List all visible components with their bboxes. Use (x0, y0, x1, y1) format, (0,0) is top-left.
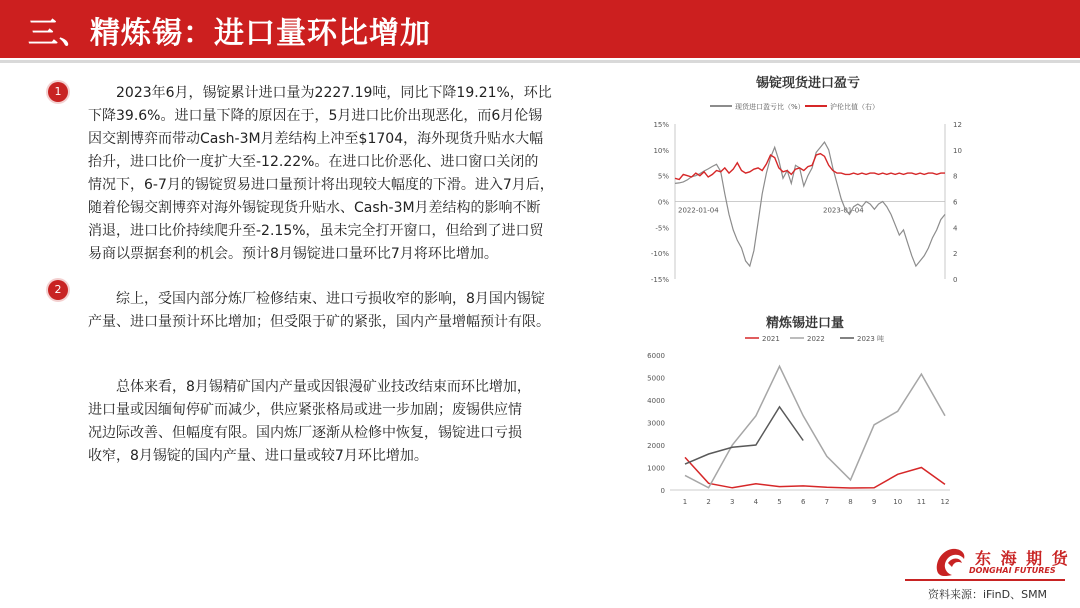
x-tick-label: 1 (682, 498, 688, 506)
y-tick-label: 1000 (647, 464, 665, 473)
chart-1-title: 锡锭现货进口盈亏 (756, 76, 861, 91)
y-tick-label: 6000 (647, 352, 665, 360)
text-line: 下降39.6%。进口量下降的原因在于，5月进口比价出现恶化，而6月伦锡 (88, 108, 543, 124)
y2-tick-label: 10 (953, 146, 962, 155)
x-tick-label: 2023-01-04 (823, 206, 864, 215)
text-line: 随着伦锡交割博弈对海外锡锭现货升贴水、Cash-3M月差结构的影响不断 (88, 200, 541, 216)
y2-tick-label: 2 (953, 250, 958, 259)
x-tick-label: 12 (940, 498, 950, 506)
y-tick-label: -15% (650, 276, 669, 284)
y-tick-label: 5000 (647, 374, 665, 383)
x-tick-label: 11 (916, 498, 926, 506)
point-1-text (88, 82, 554, 266)
text-line: 况边际改善、但幅度有限。国内炼厂逐渐从检修中恢复，锡锭进口亏损 (88, 425, 522, 441)
text-line: 2023年6月，锡锭累计进口量为2227.19吨，同比下降19.21%，环比 (116, 85, 552, 101)
x-tick-label: 7 (824, 498, 830, 506)
header-bar (0, 0, 1080, 58)
y2-tick-label: 12 (953, 121, 962, 129)
text-line: 总体来看，8月锡精矿国内产量或因银漫矿业技改结束而环比增加， (116, 379, 531, 395)
y-tick-label: 10% (653, 146, 669, 155)
y-tick-label: 5% (657, 172, 669, 181)
y-tick-label: -10% (650, 250, 669, 259)
y2-tick-label: 8 (953, 172, 958, 181)
y-tick-label: 15% (653, 121, 669, 129)
series-line (685, 457, 945, 488)
source-note: 资料来源：iFinD、SMM (928, 588, 1048, 601)
legend-label: 2022 (807, 335, 825, 343)
legend-label: 沪伦比值（右） (830, 103, 879, 111)
y2-tick-label: 0 (953, 276, 958, 284)
x-tick-label: 3 (730, 498, 735, 506)
legend-label: 现货进口盈亏比（%） (735, 103, 805, 111)
y-tick-label: 0% (657, 198, 669, 207)
refined-tin-import-chart (640, 330, 960, 505)
y2-tick-label: 4 (953, 224, 958, 233)
series-line (685, 407, 803, 464)
x-tick-label: 6 (800, 498, 806, 506)
text-line: 收窄，8月锡锭的国内产量、进口量或较7月环比增加。 (88, 448, 428, 464)
text-line: 产量、进口量预计环比增加；但受限于矿的紧张，国内产量增幅预计有限。 (88, 314, 550, 330)
import-profit-chart (640, 94, 970, 294)
x-tick-label: 9 (871, 498, 877, 506)
text-line: 情况下，6-7月的锡锭贸易进口量预计将出现较大幅度的下滑。进入7月后， (88, 177, 554, 193)
y-tick-label: 2000 (647, 442, 665, 450)
text-line: 易商以票据套利的机会。预计8月锡锭进口量环比7月将环比增加。 (88, 246, 498, 262)
y2-tick-label: 6 (953, 198, 958, 207)
page-title: 三、精炼锡：进口量环比增加 (28, 16, 431, 51)
header-divider (0, 60, 1080, 63)
summary-text (88, 376, 531, 468)
x-tick-label: 10 (893, 498, 903, 506)
footer-divider (905, 579, 1065, 581)
point-badge-1: 1 (48, 82, 68, 102)
y-tick-label: -5% (655, 224, 669, 233)
donghai-logo-icon (930, 543, 970, 579)
series-line (685, 366, 945, 488)
text-line: 因交割博弈而带动Cash-3M月差结构上冲至$1704，海外现货升贴水大幅 (88, 131, 544, 147)
chart-2-title: 精炼锡进口量 (766, 316, 845, 331)
x-tick-label: 2022-01-04 (678, 206, 719, 215)
y-tick-label: 0 (660, 487, 665, 495)
y-tick-label: 3000 (647, 419, 665, 428)
logo-english: DONGHAI FUTURES (969, 566, 1056, 575)
x-tick-label: 2 (706, 498, 711, 506)
y-tick-label: 4000 (647, 397, 665, 405)
legend-label: 2023 吨 (857, 335, 885, 343)
series-line (675, 154, 945, 180)
series-line (675, 142, 945, 266)
text-line: 消退，进口比价持续爬升至-2.15%，虽未完全打开窗口，但给到了进口贸 (88, 223, 544, 239)
point-badge-2: 2 (48, 280, 68, 300)
text-line: 进口量或因缅甸停矿而减少，供应紧张格局或进一步加剧；废锡供应情 (88, 402, 522, 418)
legend-label: 2021 (762, 335, 780, 343)
point-2-text (88, 288, 550, 334)
x-tick-label: 5 (777, 498, 782, 506)
x-tick-label: 8 (848, 498, 853, 506)
logo-chinese: 东 海 期 货 (975, 549, 1070, 568)
text-line: 综上，受国内部分炼厂检修结束、进口亏损收窄的影响，8月国内锡锭 (116, 291, 545, 307)
text-line: 抬升，进口比价一度扩大至-12.22%。在进口比价恶化、进口窗口关闭的 (88, 154, 539, 170)
x-tick-label: 4 (753, 498, 759, 506)
